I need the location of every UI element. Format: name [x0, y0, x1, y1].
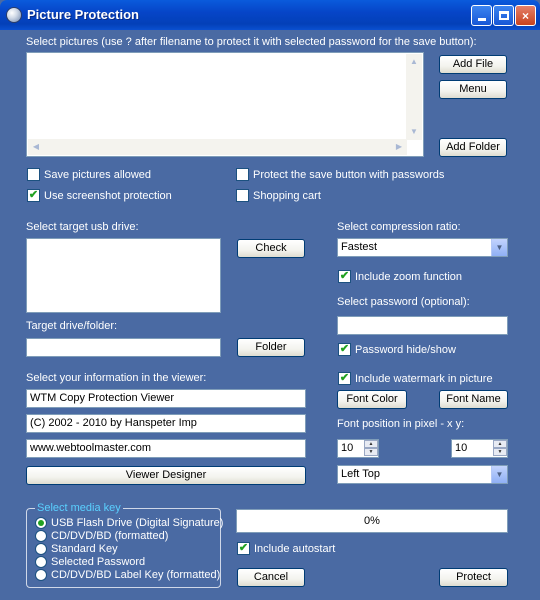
progress-bar: 0% [236, 509, 508, 533]
menu-button[interactable]: Menu [439, 80, 507, 99]
font-anchor-value: Left Top [341, 468, 380, 480]
font-position-label: Font position in pixel - x y: [337, 418, 465, 430]
radio-button[interactable] [35, 569, 47, 581]
pictures-list[interactable] [26, 52, 424, 157]
font-y-spinner[interactable] [451, 439, 508, 458]
minimize-icon [478, 18, 486, 21]
spin-up-icon[interactable]: ▲ [493, 440, 507, 448]
add-file-button[interactable]: Add File [439, 55, 507, 74]
radio-button[interactable] [35, 517, 47, 529]
scroll-down-icon[interactable]: ▼ [410, 127, 418, 136]
screenshot-protection-label: Use screenshot protection [44, 189, 172, 202]
spin-up-icon[interactable]: ▲ [364, 440, 378, 448]
media-option-standard-key[interactable] [35, 543, 118, 555]
spin-down-icon[interactable]: ▼ [493, 448, 507, 456]
pictures-label: Select pictures (use ? after filename to protect it with selected password for the save button): [26, 36, 477, 48]
viewer-designer-button[interactable]: Viewer Designer [26, 466, 306, 485]
screenshot-protection-checkbox[interactable] [27, 189, 172, 202]
checkbox-box[interactable]: ✔ [339, 270, 350, 282]
shopping-cart-label: Shopping cart [253, 189, 321, 202]
close-icon: × [521, 8, 529, 23]
viewer-line-2[interactable]: (C) 2002 - 2010 by Hanspeter Imp [26, 414, 306, 433]
protect-button[interactable]: Protect [439, 568, 508, 587]
font-x-spinner[interactable] [337, 439, 379, 458]
target-folder-label: Target drive/folder: [26, 320, 118, 332]
pictures-hscroll[interactable] [28, 139, 407, 155]
checkbox-box[interactable]: ✔ [238, 542, 249, 554]
checkbox-box[interactable]: ✔ [28, 189, 39, 201]
chevron-down-icon[interactable]: ▼ [491, 239, 507, 256]
spin-down-icon[interactable]: ▼ [364, 448, 378, 456]
media-option-cd-label-key[interactable] [35, 569, 220, 581]
checkbox-box[interactable]: ✔ [339, 343, 350, 355]
media-option-label: Standard Key [51, 543, 118, 555]
zoom-checkbox[interactable] [338, 270, 462, 283]
radio-button[interactable] [35, 543, 47, 555]
media-option-selected-password[interactable] [35, 556, 145, 568]
media-key-group [26, 502, 224, 588]
pictures-vscroll[interactable] [406, 54, 422, 140]
media-option-label: Selected Password [51, 556, 146, 568]
media-option-label: CD/DVD/BD (formatted) [51, 530, 169, 542]
media-option-label: CD/DVD/BD Label Key (formatted) [51, 569, 221, 581]
password-label: Select password (optional): [337, 296, 470, 308]
media-option-cd-formatted[interactable] [35, 530, 168, 542]
autostart-checkbox[interactable] [237, 542, 335, 555]
compression-select[interactable] [337, 238, 508, 257]
password-hide-checkbox[interactable] [338, 343, 456, 356]
cancel-button[interactable]: Cancel [237, 568, 305, 587]
password-field[interactable] [337, 316, 508, 335]
shopping-cart-checkbox[interactable] [236, 189, 321, 202]
globe-icon [6, 7, 22, 23]
chevron-down-icon[interactable]: ▼ [491, 466, 507, 483]
media-option-usb[interactable] [35, 517, 223, 529]
watermark-label: Include watermark in picture [355, 372, 493, 385]
folder-button[interactable]: Folder [237, 338, 305, 357]
radio-button[interactable] [35, 530, 47, 542]
compression-label: Select compression ratio: [337, 221, 461, 233]
scroll-left-icon[interactable]: ◀ [32, 142, 40, 151]
protect-save-label: Protect the save button with passwords [253, 168, 445, 181]
maximize-icon [499, 11, 509, 20]
radio-dot [38, 520, 44, 526]
scroll-up-icon[interactable]: ▲ [410, 57, 418, 66]
compression-value: Fastest [341, 241, 378, 253]
password-hide-label: Password hide/show [355, 343, 456, 356]
save-pictures-label: Save pictures allowed [44, 168, 152, 181]
window-title: Picture Protection [27, 7, 139, 22]
radio-button[interactable] [35, 556, 47, 568]
client-area [4, 30, 536, 596]
font-y-value: 10 [455, 442, 468, 454]
autostart-label: Include autostart [254, 542, 336, 555]
add-folder-button[interactable]: Add Folder [439, 138, 507, 157]
font-name-button[interactable]: Font Name [439, 390, 508, 409]
font-color-button[interactable]: Font Color [337, 390, 407, 409]
close-button[interactable] [515, 5, 536, 26]
media-option-label: USB Flash Drive (Digital Signature) [51, 517, 224, 529]
scroll-right-icon[interactable]: ▶ [395, 142, 403, 151]
zoom-label: Include zoom function [355, 270, 463, 283]
checkbox-box[interactable] [236, 168, 249, 181]
protect-save-checkbox[interactable] [236, 168, 444, 181]
target-folder-field[interactable] [26, 338, 221, 357]
save-pictures-checkbox[interactable] [27, 168, 151, 181]
maximize-button[interactable] [493, 5, 514, 26]
title-bar[interactable] [0, 0, 540, 30]
font-x-value: 10 [341, 442, 354, 454]
usb-drive-label: Select target usb drive: [26, 221, 139, 233]
checkbox-box[interactable]: ✔ [339, 372, 350, 384]
watermark-checkbox[interactable] [338, 372, 493, 385]
viewer-line-1[interactable]: WTM Copy Protection Viewer [26, 389, 306, 408]
font-anchor-select[interactable] [337, 465, 508, 484]
media-key-title: Select media key [37, 502, 121, 514]
checkbox-box[interactable] [27, 168, 40, 181]
viewer-info-label: Select your information in the viewer: [26, 372, 207, 384]
viewer-line-3[interactable]: www.webtoolmaster.com [26, 439, 306, 458]
usb-drive-list[interactable] [26, 238, 221, 313]
minimize-button[interactable] [471, 5, 492, 26]
check-button[interactable]: Check [237, 239, 305, 258]
checkbox-box[interactable] [236, 189, 249, 202]
